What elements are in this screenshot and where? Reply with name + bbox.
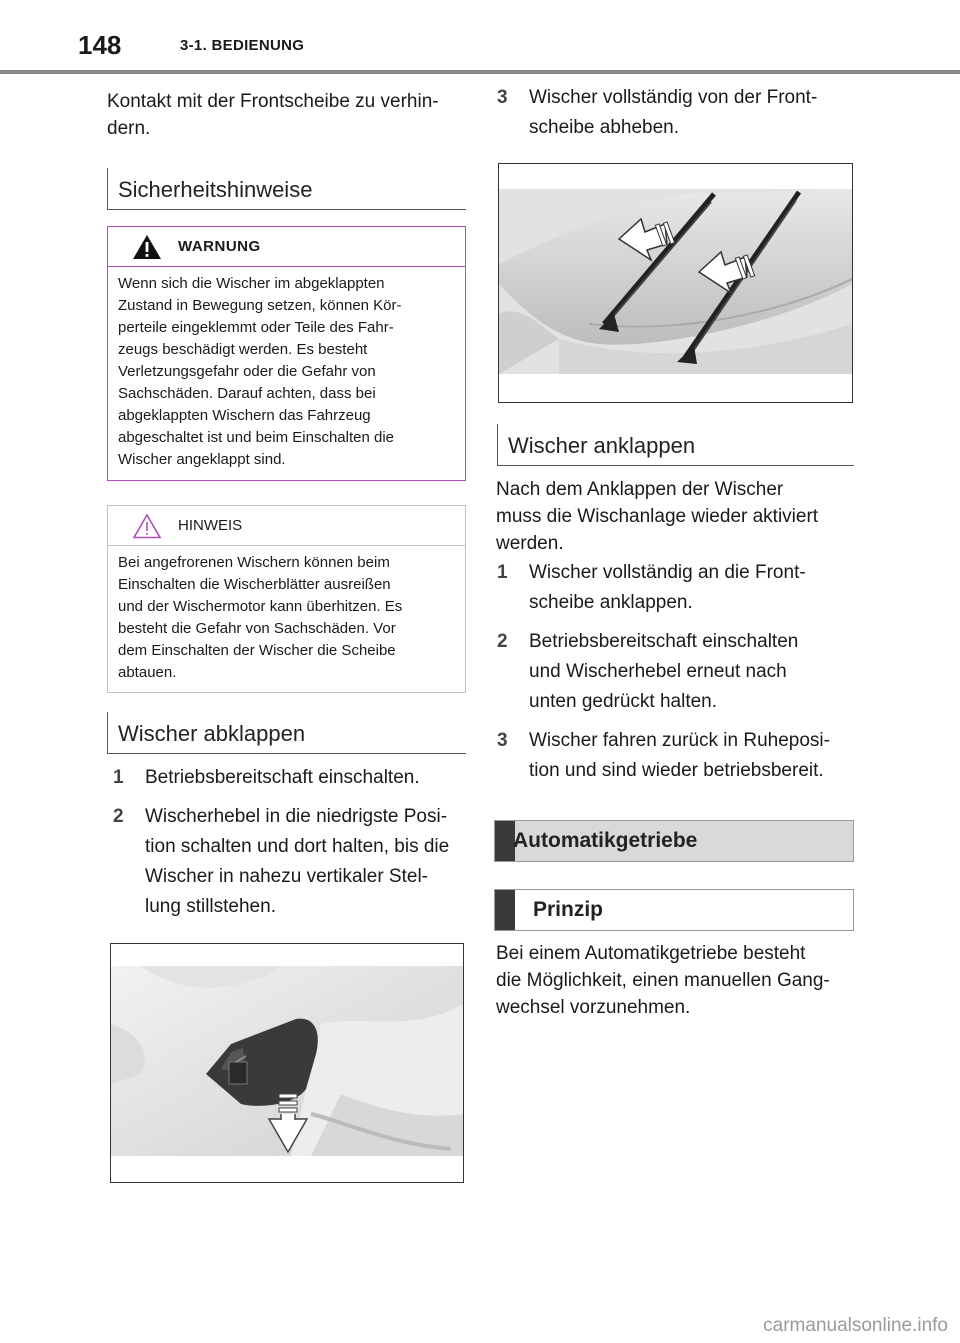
section-heading-fold-in — [497, 424, 854, 466]
step-number: 2 — [113, 806, 124, 827]
section-heading-fold-out — [107, 712, 466, 754]
section-heading-safety — [107, 168, 466, 210]
fold-in-intro: Nach dem Anklappen der Wischer muss die Wischanlage wieder aktiviert werden. — [496, 479, 819, 554]
step-number: 2 — [497, 631, 508, 652]
note-box — [107, 505, 466, 693]
heading-principle — [494, 889, 854, 931]
fold-out-step-2 — [113, 802, 473, 927]
step-text: Wischer vollständig an die Front- scheibe anklappen. — [529, 562, 806, 613]
section-heading-label: Wischer anklappen — [508, 433, 696, 458]
page-number: 148 — [78, 30, 122, 60]
note-title: HINWEIS — [178, 517, 243, 534]
section-heading-label: Sicherheitshinweise — [118, 177, 313, 202]
step-text: Wischer vollständig von der Front- scheibe abheben. — [529, 87, 818, 138]
heading-label: Automatikgetriebe — [513, 829, 698, 852]
header-rule — [0, 70, 960, 74]
warning-text: Wenn sich die Wischer im abgeklappten Zustand in Bewegung setzen, können Kör- perteile eingeklemmt oder Teile des Fahr- zeugs beschädigt werden. Es besteht Verletzungsgefahr oder die Gefahr von Sachschäden. Darauf achten, dass bei abgeklappten Wischern das Fahrzeug abgeschaltet ist und beim Einschalten die Wischer angeklappt sind. — [118, 275, 402, 468]
heading-accent-bar — [495, 821, 515, 861]
note-text: Bei angefrorenen Wischern können beim Einschalten die Wischerblätter ausreißen und der Wischermotor kann überhitzen. Es besteht die Gefahr von Sachschäden. Vor dem Einschalten der Wischer die Scheibe abtauen. — [118, 554, 403, 681]
fold-in-step-3 — [497, 726, 857, 788]
fold-out-step-1 — [113, 763, 473, 793]
chapter-title: 3-1. BEDIENUNG — [180, 37, 305, 54]
warning-box — [107, 226, 466, 481]
warning-triangle-icon — [132, 234, 162, 260]
fold-in-step-1 — [497, 558, 857, 620]
principle-paragraph: Bei einem Automatikgetriebe besteht die Möglichkeit, einen manuellen Gang- wechsel vorzunehmen. — [496, 943, 830, 1018]
caution-triangle-icon — [132, 513, 162, 539]
wiper-lever-illustration — [110, 943, 464, 1183]
step-number: 1 — [113, 767, 124, 788]
heading-accent-bar — [495, 890, 515, 930]
step-text: Betriebsbereitschaft einschalten und Wischerhebel erneut nach unten gedrückt halten. — [529, 631, 799, 712]
fold-in-step-2 — [497, 627, 857, 719]
step-number: 3 — [497, 730, 508, 751]
step-text: Betriebsbereitschaft einschalten. — [145, 767, 420, 788]
warning-title: WARNUNG — [178, 238, 261, 255]
step-number: 1 — [497, 562, 508, 583]
heading-automatic-transmission — [494, 820, 854, 862]
watermark: carmanualsonline.info — [763, 1315, 948, 1336]
windshield-wipers-illustration — [498, 163, 853, 403]
fold-out-step-3 — [497, 83, 857, 145]
intro-paragraph: Kontakt mit der Frontscheibe zu verhin- dern. — [107, 91, 439, 139]
step-text: Wischerhebel in die niedrigste Posi- tion schalten und dort halten, bis die Wischer in nahezu vertikaler Stel- lung stillstehen. — [145, 806, 450, 917]
section-heading-label: Wischer abklappen — [118, 721, 306, 746]
page-header — [0, 0, 960, 74]
step-number: 3 — [497, 87, 508, 108]
heading-label: Prinzip — [533, 898, 604, 921]
step-text: Wischer fahren zurück in Ruheposi- tion und sind wieder betriebsbereit. — [529, 730, 830, 781]
